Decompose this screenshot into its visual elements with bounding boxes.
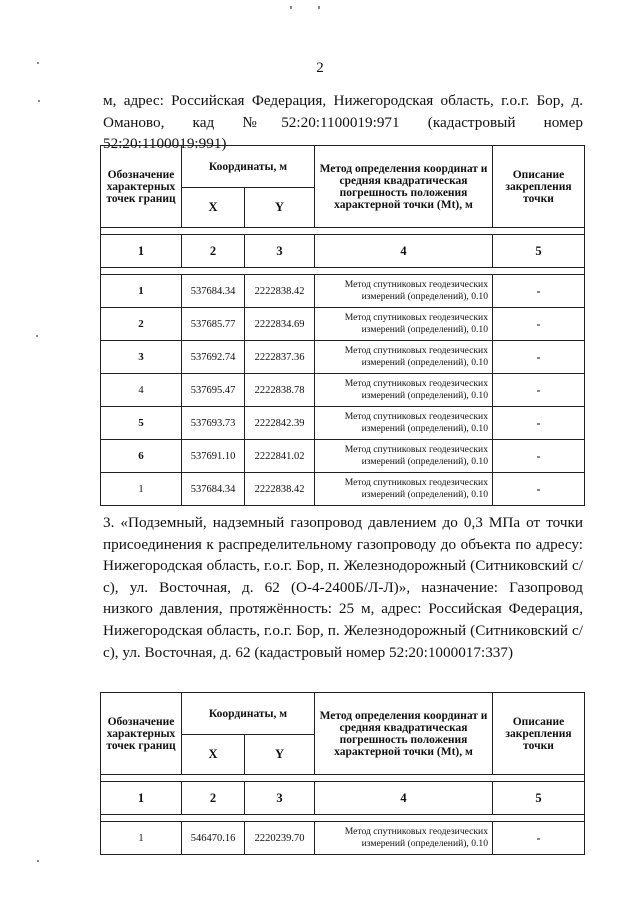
table-row [101, 822, 585, 855]
column-number: 5 [493, 782, 585, 815]
header-coords: Координаты, м [182, 693, 315, 735]
description-value: - [493, 407, 585, 440]
description-value: - [493, 440, 585, 473]
method-text: Метод спутниковых геодезических измерений (определений), 0.10 [315, 473, 493, 506]
table-row [101, 275, 585, 308]
x-value: 537692.74 [182, 341, 245, 374]
scan-mark [290, 6, 292, 9]
header-method: Метод определения координат и средняя квадратическая погрешность положения характерной точки (Mt), м [315, 146, 493, 228]
table-row [101, 473, 585, 506]
header-x: X [182, 188, 245, 228]
header-coords: Координаты, м [182, 146, 315, 188]
header-y: Y [245, 188, 315, 228]
scan-mark [37, 860, 39, 862]
page-number: 2 [316, 60, 324, 76]
y-value: 2222838.42 [245, 473, 315, 506]
description-value: - [493, 341, 585, 374]
coordinates-table-2 [100, 692, 585, 855]
scan-mark [36, 335, 38, 337]
y-value: 2222834.69 [245, 308, 315, 341]
x-value: 537695.47 [182, 374, 245, 407]
point-id: 3 [101, 341, 182, 374]
y-value: 2222842.39 [245, 407, 315, 440]
column-number: 1 [101, 235, 182, 268]
column-number: 3 [245, 235, 315, 268]
description-value: - [493, 822, 585, 855]
table-row [101, 341, 585, 374]
method-text: Метод спутниковых геодезических измерений (определений), 0.10 [315, 275, 493, 308]
method-text: Метод спутниковых геодезических измерений (определений), 0.10 [315, 341, 493, 374]
column-number: 4 [315, 782, 493, 815]
description-value: - [493, 473, 585, 506]
description-value: - [493, 275, 585, 308]
section-3-paragraph: 3. «Подземный, надземный газопровод давлением до 0,3 МПа от точки присоединения к распределительному газопроводу до объекта по адресу: Нижегородская область, г.о.г. Бор, п. Железнодорожный (Ситниковский с/с), ул. Восточная, д. 62 (О-4-2400Б/Л-Л)», назначение: Газопровод низкого давления, протяжённость: 25 м, адрес: Российская Федерация, Нижегородская область, г.о.г. Бор, п. Железнодорожный (Ситниковский с/с), ул. Восточная, д. 62 (кадастровый номер 52:20:1000017:337) [103, 514, 583, 661]
table-row [101, 308, 585, 341]
column-number: 4 [315, 235, 493, 268]
scan-mark [318, 6, 320, 9]
x-value: 546470.16 [182, 822, 245, 855]
point-id: 1 [101, 275, 182, 308]
point-id: 1 [101, 473, 182, 506]
method-text: Метод спутниковых геодезических измерений (определений), 0.10 [315, 308, 493, 341]
y-value: 2222837.36 [245, 341, 315, 374]
point-id: 2 [101, 308, 182, 341]
table-row [101, 374, 585, 407]
header-description: Описание закрепления точки [493, 146, 585, 228]
column-number: 5 [493, 235, 585, 268]
coordinates-table-1 [100, 145, 585, 506]
y-value: 2220239.70 [245, 822, 315, 855]
method-text: Метод спутниковых геодезических измерений (определений), 0.10 [315, 822, 493, 855]
description-value: - [493, 374, 585, 407]
y-value: 2222838.42 [245, 275, 315, 308]
x-value: 537685.77 [182, 308, 245, 341]
method-text: Метод спутниковых геодезических измерений (определений), 0.10 [315, 407, 493, 440]
header-method: Метод определения координат и средняя квадратическая погрешность положения характерной точки (Mt), м [315, 693, 493, 775]
x-value: 537684.34 [182, 275, 245, 308]
intro-paragraph: м, адрес: Российская Федерация, Нижегородская область, г.о.г. Бор, д. Оманово, кад №52:20:1100019:971 (кадастровый номер 52:20:1100019:991) [103, 92, 583, 153]
scan-mark [37, 62, 39, 64]
table-row [101, 407, 585, 440]
column-number: 3 [245, 782, 315, 815]
column-number: 1 [101, 782, 182, 815]
point-id: 1 [101, 822, 182, 855]
column-number: 2 [182, 235, 245, 268]
header-x: X [182, 735, 245, 775]
scan-mark [38, 100, 40, 102]
method-text: Метод спутниковых геодезических измерений (определений), 0.10 [315, 440, 493, 473]
header-y: Y [245, 735, 315, 775]
table-row [101, 440, 585, 473]
x-value: 537693.73 [182, 407, 245, 440]
point-id: 5 [101, 407, 182, 440]
x-value: 537684.34 [182, 473, 245, 506]
header-description: Описание закрепления точки [493, 693, 585, 775]
method-text: Метод спутниковых геодезических измерений (определений), 0.10 [315, 374, 493, 407]
description-value: - [493, 308, 585, 341]
x-value: 537691.10 [182, 440, 245, 473]
point-id: 6 [101, 440, 182, 473]
y-value: 2222841.02 [245, 440, 315, 473]
column-number: 2 [182, 782, 245, 815]
header-point: Обозначение характерных точек границ [101, 146, 182, 228]
point-id: 4 [101, 374, 182, 407]
y-value: 2222838.78 [245, 374, 315, 407]
header-point: Обозначение характерных точек границ [101, 693, 182, 775]
